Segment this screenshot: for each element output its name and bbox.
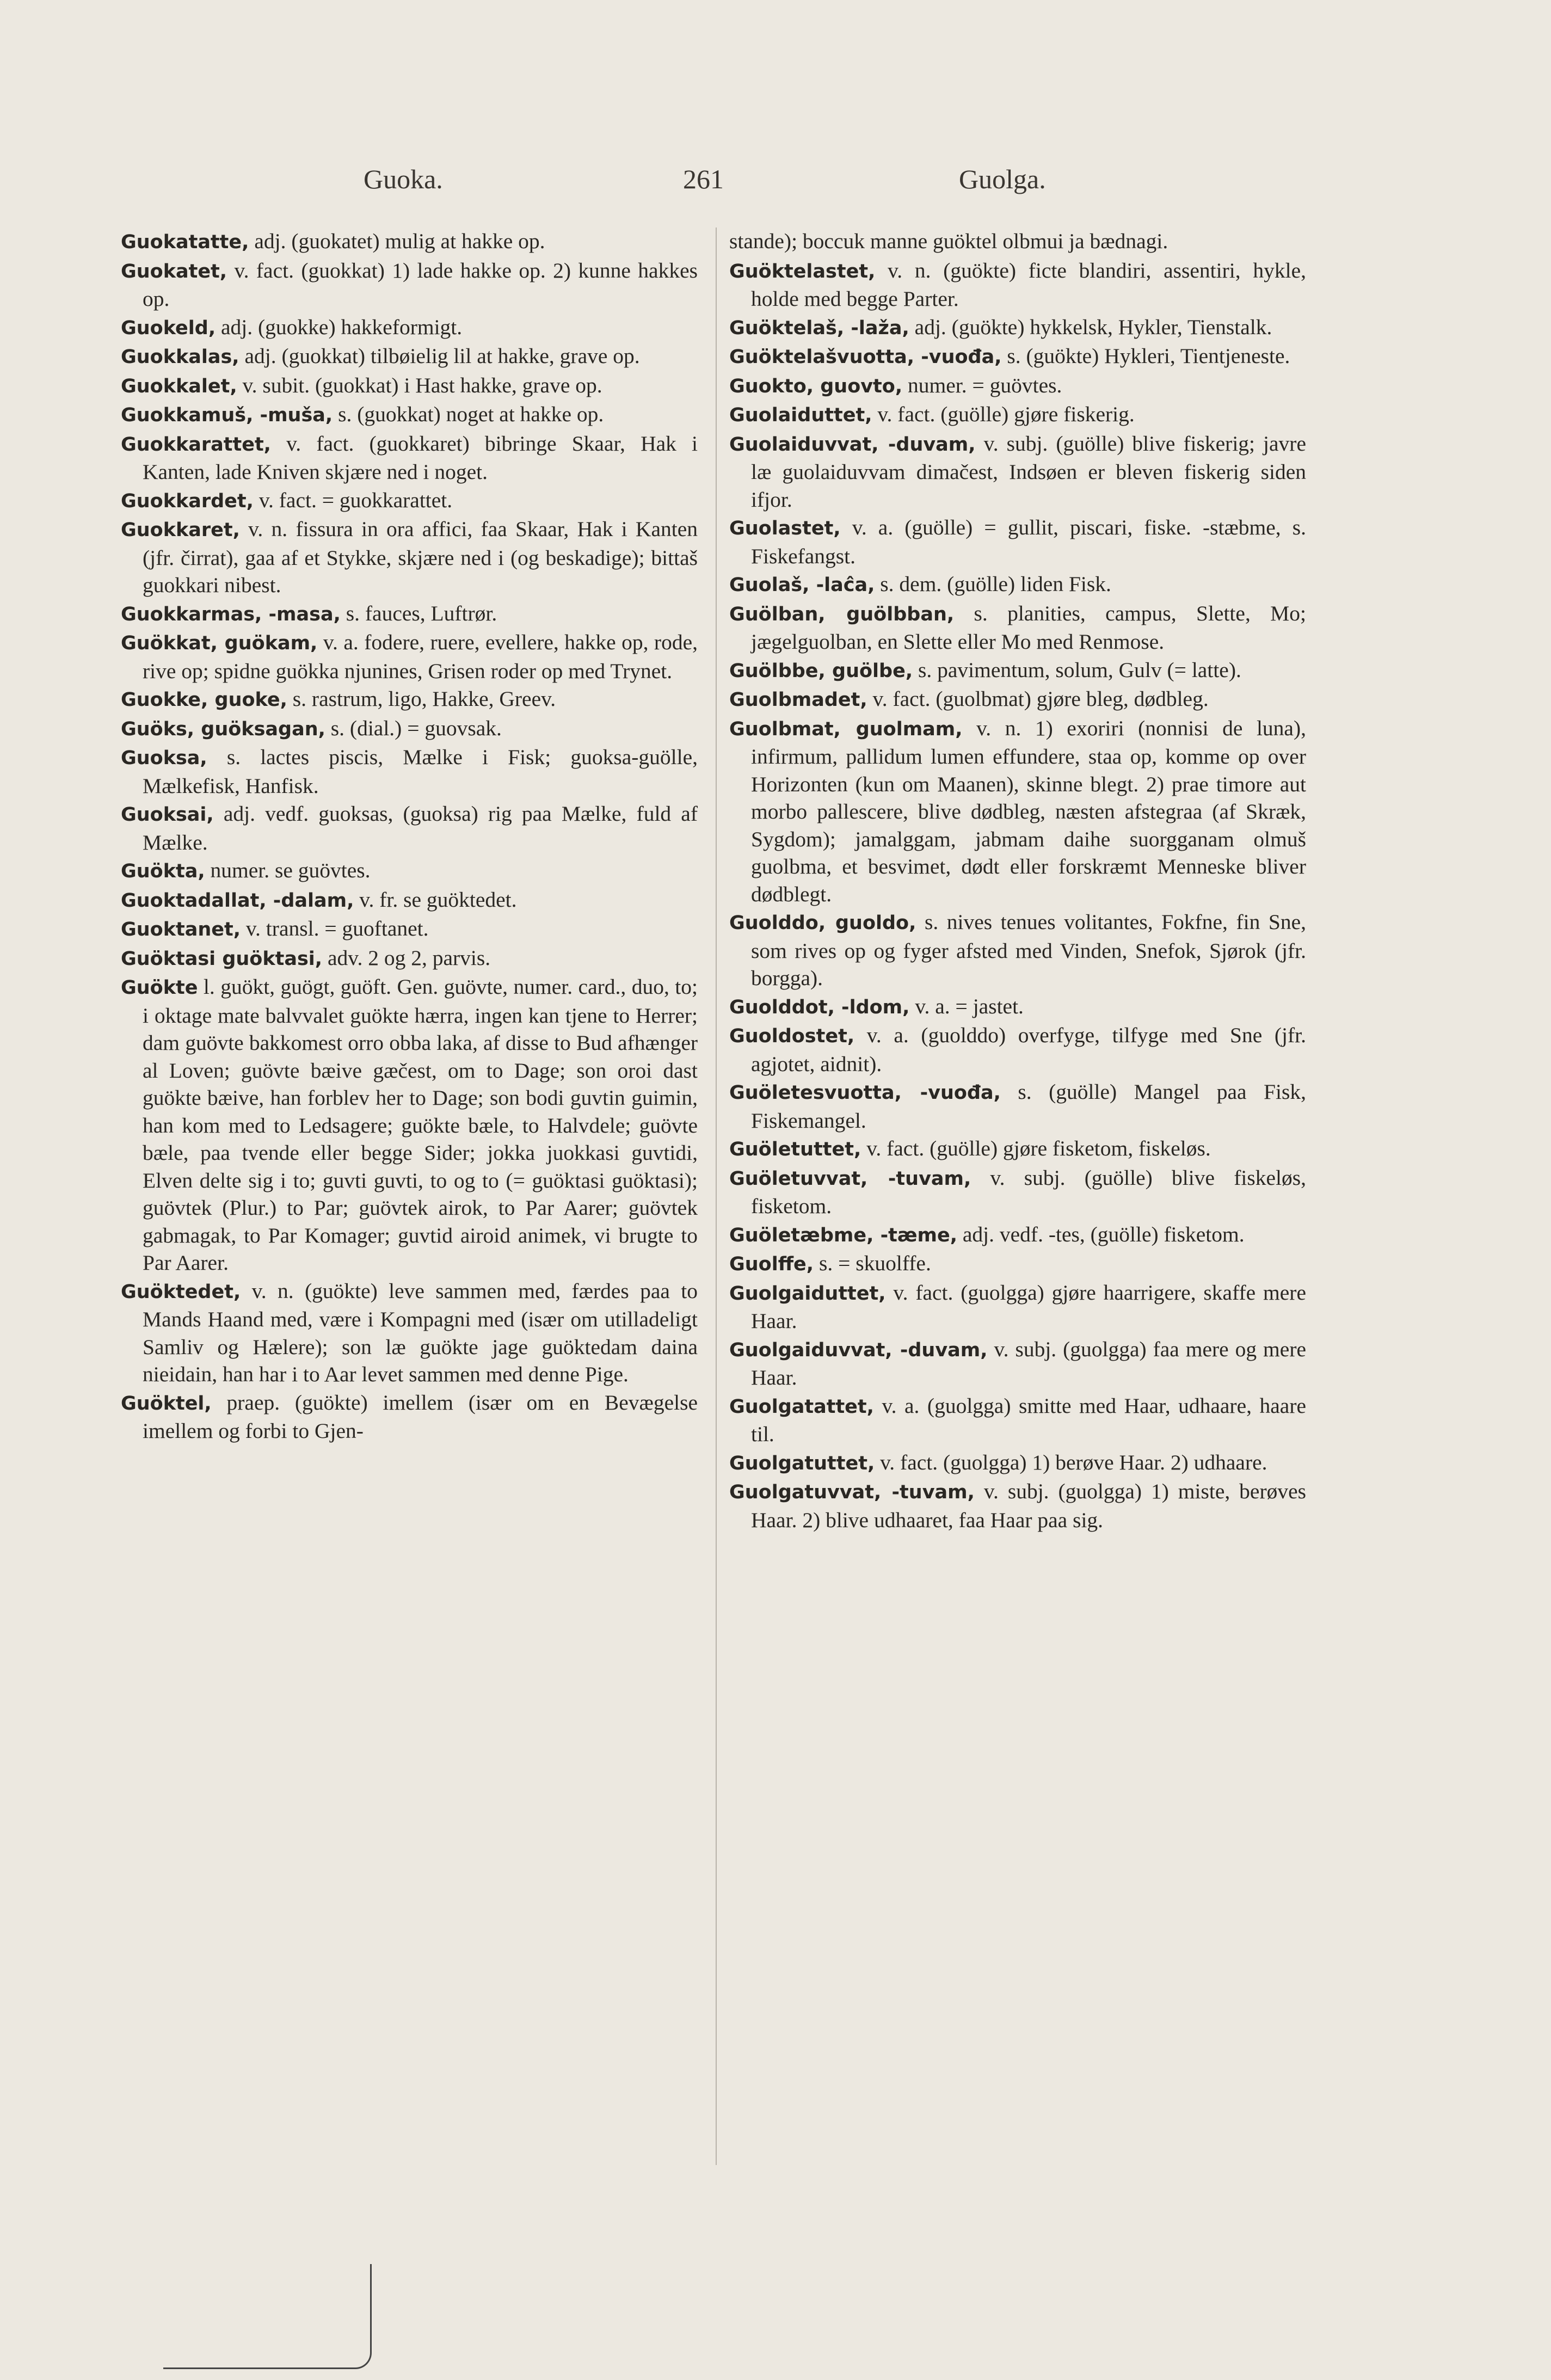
- dictionary-entry: [729, 1478, 1306, 1534]
- entry-definition: s. dem. (guölle) liden Fisk.: [875, 572, 1111, 596]
- dictionary-entry: [729, 656, 1306, 685]
- entry-definition: v. a. = jastet.: [909, 994, 1024, 1018]
- entry-headword: Guokto, guovto,: [729, 375, 903, 397]
- entry-headword: Guolbmat, guolmam,: [729, 718, 963, 740]
- entry-definition: s. (guölle) Mangel paa Fisk, Fiskemangel.: [751, 1080, 1306, 1133]
- dictionary-entry: [729, 1078, 1306, 1134]
- entry-headword: Guölban, guölbban,: [729, 603, 955, 625]
- dictionary-entry: [729, 372, 1306, 401]
- entry-headword: Guöktelastet,: [729, 260, 876, 282]
- entry-definition: adj. vedf. guoksas, (guoksa) rig paa Mælke, fuld af Mælke.: [143, 802, 698, 854]
- dictionary-entry: [121, 430, 698, 486]
- entry-definition: s. (guokkat) noget at hakke op.: [333, 402, 604, 426]
- entry-definition: v. fact. (guölle) gjøre fiskerig.: [872, 402, 1135, 426]
- dictionary-entry: [729, 1221, 1306, 1250]
- entry-definition: v. fact. (guokkaret) bibringe Skaar, Hak i Kanten, lade Kniven skjære ned i noget.: [143, 431, 698, 484]
- entry-definition: l. guökt, guögt, guöft. Gen. guövte, numer. card., duo, to; i oktage mate balvvalet guökte hærra, ingen kan tjene to Herrer; dam guövte bakkomest orro obba laka, af disse to Bud afhænger al Loven; guövte bæive gæčest, om to Dage; son oroi dast guökte bæive, han forblev her to Dage; son bodi guvtin guimin, han kom med to Ledsagere; guökte bæle, to Halvdele; guövte bæle, paa tvende eller begge Sider; jokka juokkasi guvtidi, Elven delte sig i to; guvti guvti, to og to (= guöktasi guöktasi); guövtek (Plur.) to Par; guövtek airok, to Par Aarer; guövtek gabmagak, to Par Komager; guvtid airoid animek, vi brugte to Par Aarer.: [143, 975, 698, 1275]
- entry-definition: v. subj. (guölle) blive fiskerig; javre læ guolaiduvvam dimačest, Indsøen er bleven fiskerig siden ifjor.: [751, 431, 1306, 512]
- dictionary-entry: [729, 1449, 1306, 1478]
- dictionary-entry: [121, 973, 698, 1277]
- entry-definition: numer. = guövtes.: [902, 373, 1062, 397]
- entry-definition: s. lactes piscis, Mælke i Fisk; guoksa-guölle, Mælkefisk, Hanfisk.: [143, 745, 698, 798]
- entry-headword: Guolaš, -laĉa,: [729, 574, 875, 596]
- header-right-guideword: Guolga.: [959, 164, 1046, 194]
- entry-definition: v. fr. se guöktedet.: [354, 887, 517, 912]
- entry-headword: Guokatet,: [121, 260, 227, 282]
- entry-definition: v. fact. (guokkat) 1) lade hakke op. 2) kunne hakkes op.: [143, 258, 698, 311]
- dictionary-entry: [729, 430, 1306, 514]
- dictionary-entry: [729, 1135, 1306, 1164]
- dictionary-entry: [121, 487, 698, 515]
- entry-headword: Guolgatattet,: [729, 1395, 874, 1418]
- entry-definition: v. subj. (guölle) blive fiskeløs, fisketom.: [751, 1165, 1306, 1218]
- left-column: [121, 227, 698, 1446]
- entry-headword: Guoksai,: [121, 804, 214, 826]
- entry-definition: v. subj. (guolgga) 1) miste, berøves Haar. 2) blive udhaaret, faa Haar paa sig.: [751, 1479, 1307, 1532]
- entry-definition: v. fact. (guolgga) gjøre haarrigere, skaffe mere Haar.: [751, 1280, 1306, 1333]
- entry-definition: v. a. (guolddo) overfyge, tilfyge med Sne (jfr. agjotet, aidnit).: [751, 1023, 1306, 1076]
- dictionary-entry: [121, 944, 698, 973]
- dictionary-entry: [729, 227, 1306, 256]
- dictionary-entry: [729, 401, 1306, 429]
- entry-headword: Guolffe,: [729, 1253, 814, 1275]
- entry-headword: Guolgatuttet,: [729, 1452, 875, 1474]
- dictionary-entry: [729, 257, 1306, 313]
- entry-headword: Guoktadallat, -dalam,: [121, 889, 354, 912]
- entry-definition: v. n. fissura in ora affici, faa Skaar, Hak i Kanten (jfr. čirrat), gaa af et Stykke, skjære ned i (og beskadige); bittaš guokkari nibest.: [143, 517, 698, 597]
- entry-definition: s. (guökte) Hykleri, Tientjeneste.: [1001, 344, 1290, 368]
- entry-headword: Guöktelašvuotta, -vuođa,: [729, 346, 1002, 368]
- page-number: 261: [683, 164, 724, 194]
- entry-definition: v. a. (guolgga) smitte med Haar, udhaare, haare til.: [751, 1393, 1306, 1446]
- entry-headword: Guolgaiduttet,: [729, 1282, 886, 1305]
- dictionary-entry: [729, 993, 1306, 1022]
- entry-definition: v. n. (guökte) ficte blandiri, assentiri, hykle, holde med begge Parter.: [751, 258, 1306, 311]
- entry-definition: v. fact. (guolgga) 1) berøve Haar. 2) udhaare.: [875, 1450, 1267, 1474]
- dictionary-entry: [729, 1392, 1306, 1448]
- entry-headword: Guokke, guoke,: [121, 689, 287, 711]
- dictionary-entry: [729, 600, 1306, 656]
- entry-definition: v. fact. (guölle) gjøre fisketom, fiskeløs.: [861, 1136, 1211, 1160]
- dictionary-entry: [121, 857, 698, 885]
- entry-definition: v. a. fodere, ruere, evellere, hakke op, rode, rive op; spidne guökka njunines, Grisen roder op med Trynet.: [143, 630, 698, 683]
- entry-definition: v. subj. (guolgga) faa mere og mere Haar.: [751, 1337, 1307, 1389]
- dictionary-entry: [121, 685, 698, 714]
- entry-headword: Guokatatte,: [121, 231, 249, 253]
- entry-headword: Guolbmadet,: [729, 689, 867, 711]
- dictionary-entry: [121, 1389, 698, 1445]
- dictionary-entry: [121, 227, 698, 256]
- entry-headword: Guöletæbme, -tæme,: [729, 1224, 958, 1246]
- entry-headword: Guokkardet,: [121, 490, 254, 512]
- entry-headword: Guöktedet,: [121, 1281, 241, 1303]
- dictionary-entry: [729, 342, 1306, 371]
- entry-headword: Guolgaiduvvat, -duvam,: [729, 1339, 988, 1361]
- entry-definition: s. pavimentum, solum, Gulv (= latte).: [913, 657, 1241, 682]
- entry-headword: Guokkamuš, -muša,: [121, 404, 333, 426]
- entry-headword: Guolddo, guoldo,: [729, 912, 916, 934]
- entry-headword: Guolaiduttet,: [729, 404, 872, 426]
- dictionary-entry: [729, 570, 1306, 599]
- entry-definition: numer. se guövtes.: [205, 858, 371, 882]
- entry-headword: Guolddot, -ldom,: [729, 996, 910, 1018]
- entry-definition: s. nives tenues volitantes, Fokfne, fin Sne, som rives op og fyger afsted med Vinden, Snefok, Sjørok (jfr. borgga).: [751, 910, 1306, 990]
- entry-definition: adj. vedf. -tes, (guölle) fisketom.: [957, 1222, 1245, 1246]
- dictionary-entry: [729, 1022, 1306, 1078]
- entry-headword: Guolaiduvvat, -duvam,: [729, 433, 976, 456]
- entry-headword: Guokkalas,: [121, 346, 239, 368]
- dictionary-entry: [121, 257, 698, 313]
- dictionary-entry: [121, 915, 698, 944]
- page-corner-mark: [163, 2264, 372, 2369]
- entry-definition: s. rastrum, ligo, Hakke, Greev.: [287, 687, 556, 711]
- entry-definition: v. a. (guölle) = gullit, piscari, fiske. -stæbme, s. Fiskefangst.: [751, 515, 1306, 568]
- entry-headword: Guölbbe, guölbe,: [729, 660, 913, 682]
- right-column: [729, 227, 1306, 1534]
- entry-headword: Guöletesvuotta, -vuođa,: [729, 1082, 1001, 1104]
- entry-headword: Guokkalet,: [121, 375, 237, 397]
- entry-headword: Guokeld,: [121, 317, 216, 339]
- dictionary-entry: [121, 372, 698, 401]
- entry-definition: praep. (guökte) imellem (især om en Bevægelse imellem og forbi to Gjen-: [143, 1390, 698, 1443]
- dictionary-entry: [121, 313, 698, 342]
- entry-headword: Guöletuvvat, -tuvam,: [729, 1167, 971, 1190]
- entry-headword: Guoktanet,: [121, 919, 241, 940]
- entry-definition: v. fact. (guolbmat) gjøre bleg, dødbleg.: [867, 687, 1209, 711]
- entry-definition: v. n. 1) exoriri (nonnisi de luna), infirmum, pallidum lumen effundere, staa op, komme op over Horizonten (kun om Maanen), skinne blegt. 2) prae timore aut morbo pallescere, blive dødbleg, næsten afstegraa (af Skræk, Sygdom); jamalggam, jabmam daihe suorgganam olmuš guolbma, et besvimet, dødt eller forskræmt Menneske bliver dødblegt.: [751, 716, 1306, 906]
- entry-definition: s. = skuolffe.: [814, 1251, 931, 1275]
- header-left-guideword: Guoka.: [364, 164, 443, 194]
- entry-definition: v. fact. = guokkarattet.: [253, 488, 453, 512]
- dictionary-entry: [121, 715, 698, 743]
- entry-headword: Guokkarattet,: [121, 433, 271, 456]
- dictionary-entry: [121, 342, 698, 371]
- entry-definition: stande); boccuk manne guöktel olbmui ja bædnagi.: [729, 229, 1168, 253]
- entry-headword: Guöks, guöksagan,: [121, 718, 325, 740]
- entry-headword: Guökte: [121, 977, 198, 999]
- entry-headword: Guokkarmas, -masa,: [121, 603, 341, 625]
- dictionary-entry: [729, 313, 1306, 342]
- entry-headword: Guöktel,: [121, 1392, 212, 1415]
- entry-definition: s. fauces, Luftrør.: [340, 601, 497, 625]
- entry-headword: Guolgatuvvat, -tuvam,: [729, 1481, 975, 1503]
- entry-definition: s. planities, campus, Slette, Mo; jægelguolban, en Slette eller Mo med Renmose.: [751, 601, 1306, 654]
- entry-headword: Guökkat, guökam,: [121, 632, 318, 654]
- dictionary-entry: [729, 1250, 1306, 1278]
- entry-headword: Guoldostet,: [729, 1025, 855, 1047]
- dictionary-entry: [729, 1336, 1306, 1392]
- dictionary-entry: [729, 1279, 1306, 1335]
- dictionary-entry: [121, 800, 698, 856]
- dictionary-entry: [121, 1277, 698, 1388]
- column-divider: [716, 227, 717, 2165]
- entry-definition: v. transl. = guoftanet.: [241, 917, 429, 940]
- dictionary-entry: [729, 685, 1306, 714]
- entry-definition: s. (dial.) = guovsak.: [325, 716, 502, 740]
- dictionary-entry: [729, 908, 1306, 992]
- entry-headword: Guolastet,: [729, 518, 841, 539]
- entry-definition: adj. (guokkat) tilbøielig lil at hakke, grave op.: [239, 344, 640, 368]
- dictionary-entry: [121, 629, 698, 685]
- dictionary-entry: [121, 886, 698, 915]
- entry-headword: Guoksa,: [121, 747, 207, 769]
- entry-headword: Guöletuttet,: [729, 1139, 861, 1160]
- entry-headword: Guokkaret,: [121, 519, 240, 541]
- entry-headword: Guöktelaš, -laža,: [729, 317, 909, 339]
- entry-headword: Guöktasi guöktasi,: [121, 948, 323, 970]
- dictionary-entry: [121, 600, 698, 629]
- entry-definition: v. subit. (guokkat) i Hast hakke, grave op.: [237, 373, 602, 397]
- dictionary-entry: [121, 743, 698, 800]
- entry-definition: adj. (guökte) hykkelsk, Hykler, Tienstalk.: [909, 315, 1272, 339]
- dictionary-entry: [729, 1164, 1306, 1220]
- page-header: [0, 163, 1551, 207]
- dictionary-entry: [729, 514, 1306, 570]
- entry-definition: adj. (guokatet) mulig at hakke op.: [249, 229, 545, 253]
- entry-definition: adj. (guokke) hakkeformigt.: [216, 315, 463, 339]
- entry-definition: adv. 2 og 2, parvis.: [322, 945, 491, 970]
- dictionary-entry: [729, 715, 1306, 908]
- dictionary-entry: [121, 401, 698, 429]
- entry-headword: Guökta,: [121, 860, 205, 882]
- entry-definition: v. n. (guökte) leve sammen med, færdes paa to Mands Haand med, være i Kompagni med (især om utilladeligt Samliv og Hælere); son læ guökte jage guöktedam daina nieidain, han har i to Aar levet sammen med denne Pige.: [143, 1278, 698, 1386]
- dictionary-entry: [121, 515, 698, 599]
